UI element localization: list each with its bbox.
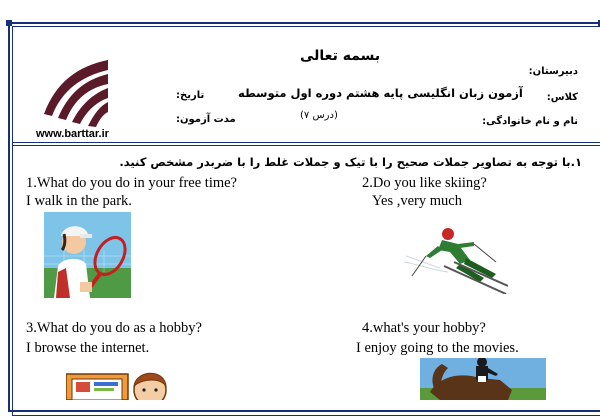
date-label: تاریخ: — [176, 90, 205, 101]
question-1: 1.What do you do in your free time? — [26, 175, 237, 191]
barttar-logo — [38, 58, 110, 130]
school-label: دبیرستان: — [528, 66, 578, 77]
question-4: 4.what's your hobby? — [362, 320, 486, 336]
answer-4: I enjoy going to the movies. — [356, 340, 519, 356]
exam-title: آزمون زبان انگلیسی پایه هشتم دوره اول متوسطه — [238, 86, 523, 100]
tennis-player-image — [44, 212, 131, 298]
answer-3: I browse the internet. — [26, 340, 150, 356]
question-3: 3.What do you do as a hobby? — [26, 320, 202, 336]
website-url: www.barttar.ir — [36, 128, 109, 140]
lesson-number: (درس ۷) — [300, 110, 338, 121]
border-corner — [6, 20, 12, 26]
skier-image — [404, 222, 508, 294]
answer-2: Yes ,very much — [372, 193, 462, 209]
horse-rider-image — [420, 358, 546, 400]
header-divider — [13, 142, 600, 146]
class-label: کلاس: — [546, 92, 578, 103]
duration-label: مدت آزمون: — [176, 114, 236, 125]
question-2: 2.Do you like skiing? — [362, 175, 487, 191]
page-header-title: بسمه تعالی — [300, 48, 381, 64]
computer-user-image — [66, 366, 172, 400]
name-label: نام و نام خانوادگی: — [482, 116, 578, 127]
answer-1: I walk in the park. — [26, 193, 132, 209]
instruction-text: ۱.با توجه به تصاویر جملات صحیح را با تیک و جملات غلط را با ضربدر مشخص کنید. — [119, 155, 582, 169]
